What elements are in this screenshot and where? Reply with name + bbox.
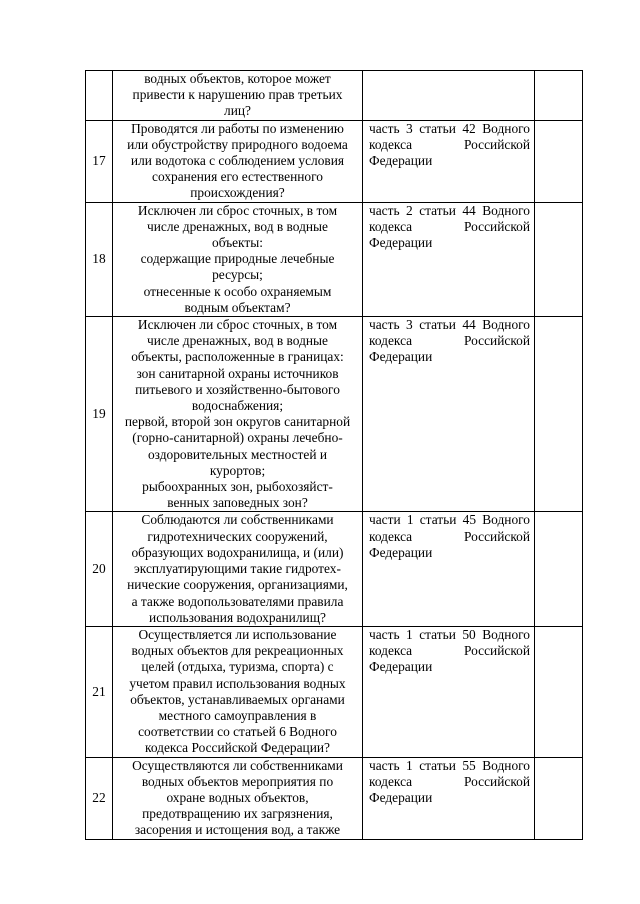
empty-note-cell [535,512,583,626]
question-line: нические сооружения, организациями, [127,577,348,593]
legal-reference-line: кодекса Российской [369,643,530,659]
question-line: водных объектов для рекреационных [131,643,344,659]
legal-reference-line: кодекса Российской [369,218,530,234]
empty-note-cell [535,120,583,202]
question-line: числе дренажных, вод в водные [146,218,328,234]
legal-reference-line: Федерации [369,235,433,251]
legal-reference-line: Федерации [369,153,433,169]
legal-reference-line: часть 3 статьи 42 Водного [369,120,530,136]
question-line: засорения и истощения вод, а также [134,822,341,838]
question-line: водных объектов, которое может [144,71,331,86]
legal-reference-cell [363,120,535,202]
question-line: объектов, устанавливаемых органами [130,691,345,707]
question-line: Соблюдаются ли собственниками [141,512,334,528]
question-line: объекты: [212,235,263,251]
question-line: рыбоохранных зон, рыбохозяйст- [142,479,333,495]
question-line: водных объектов мероприятия по [141,773,334,789]
question-line: а также водопользователями правила [131,593,344,609]
table-row [86,626,583,757]
question-line: сохранения его естественного [152,169,323,185]
question-cell [113,757,363,839]
question-line: или обустройству природного водоема [127,136,348,152]
question-line: привести к нарушению прав третьих [132,87,343,103]
legal-reference-line: часть 2 статьи 44 Водного [369,202,530,218]
legal-reference-line: Федерации [369,659,433,675]
legal-reference-cell [363,202,535,316]
question-line: отнесенные к особо охраняемым [143,283,332,299]
table-row [86,317,583,512]
question-line: ресурсы; [212,267,263,283]
question-line: Исключен ли сброс сточных, в том [137,202,338,218]
row-number: 17 [86,120,113,202]
question-line: Осуществляются ли собственниками [132,757,343,773]
question-line: предотвращению их загрязнения, [142,806,333,822]
question-line: гидротехнических сооружений, [147,528,328,544]
question-line: происхождения? [190,185,285,201]
question-line: использования водохранилищ? [149,609,326,625]
question-line: лиц? [224,103,251,119]
question-line: первой, второй зон округов санитарной [124,414,351,430]
question-line: местного самоуправления в [158,707,317,723]
question-line: питьевого и хозяйственно-бытового [135,381,340,397]
question-line: зон санитарной охраны источников [136,365,339,381]
legal-reference-line: кодекса Российской [369,773,530,789]
table-row [86,512,583,626]
table-row [86,202,583,316]
legal-reference-cell [363,757,535,839]
row-number: 21 [86,626,113,757]
question-line: оздоровительных местностей и [147,446,328,462]
legal-reference-line: часть 3 статьи 44 Водного [369,317,530,333]
legal-reference-cell [363,626,535,757]
question-line: содержащие природные лечебные [140,251,335,267]
legal-reference-line: части 1 статьи 45 Водного [369,512,530,528]
question-line: образующих водохранилища, и (или) [131,544,344,560]
legal-reference-line: кодекса Российской [369,136,530,152]
table-body [86,71,583,840]
legal-reference-line: часть 1 статьи 55 Водного [369,757,530,773]
legal-reference-line: часть 1 статьи 50 Водного [369,626,530,642]
legal-reference-line: Федерации [369,544,433,560]
question-cell [113,317,363,512]
legal-reference-line: Федерации [369,789,433,805]
row-number: 22 [86,757,113,839]
question-line: курортов; [209,462,266,478]
empty-note-cell [535,317,583,512]
question-line: числе дренажных, вод в водные [146,333,328,349]
question-line: целей (отдыха, туризма, спорта) с [141,659,334,675]
question-line: водным объектам? [184,299,291,315]
row-number [86,71,113,121]
question-cell [113,71,363,121]
legal-reference-line: кодекса Российской [369,528,530,544]
empty-note-cell [535,202,583,316]
question-line: (горно-санитарной) охраны лечебно- [132,430,343,446]
legal-reference-line: кодекса Российской [369,333,530,349]
question-line: Исключен ли сброс сточных, в том [137,317,338,333]
row-number: 18 [86,202,113,316]
question-line: объекты, расположенные в границах: [131,349,344,365]
empty-note-cell [535,71,583,121]
question-cell [113,626,363,757]
table-row [86,120,583,202]
question-cell [113,202,363,316]
legal-reference-cell [363,317,535,512]
empty-note-cell [535,626,583,757]
question-line: Осуществляется ли использование [138,626,337,642]
question-line: Проводятся ли работы по изменению [131,120,344,136]
row-number: 19 [86,317,113,512]
question-line: охране водных объектов, [166,789,309,805]
question-line: водоснабжения; [191,398,284,414]
requirements-table [85,70,583,840]
row-number: 20 [86,512,113,626]
legal-reference-line: Федерации [369,349,433,365]
question-line: кодекса Российской Федерации? [145,740,330,756]
question-line: соответствии со статьей 6 Водного [138,724,337,740]
table-row [86,757,583,839]
question-line: или водотока с соблюдением условия [130,153,345,169]
question-cell [113,120,363,202]
legal-reference-cell [363,512,535,626]
table-row [86,71,583,121]
question-line: эксплуатирующими такие гидротех- [134,561,341,577]
question-line: венных заповедных зон? [167,495,308,511]
empty-note-cell [535,757,583,839]
question-cell [113,512,363,626]
legal-reference-cell [363,71,535,121]
question-line: учетом правил использования водных [129,675,346,691]
